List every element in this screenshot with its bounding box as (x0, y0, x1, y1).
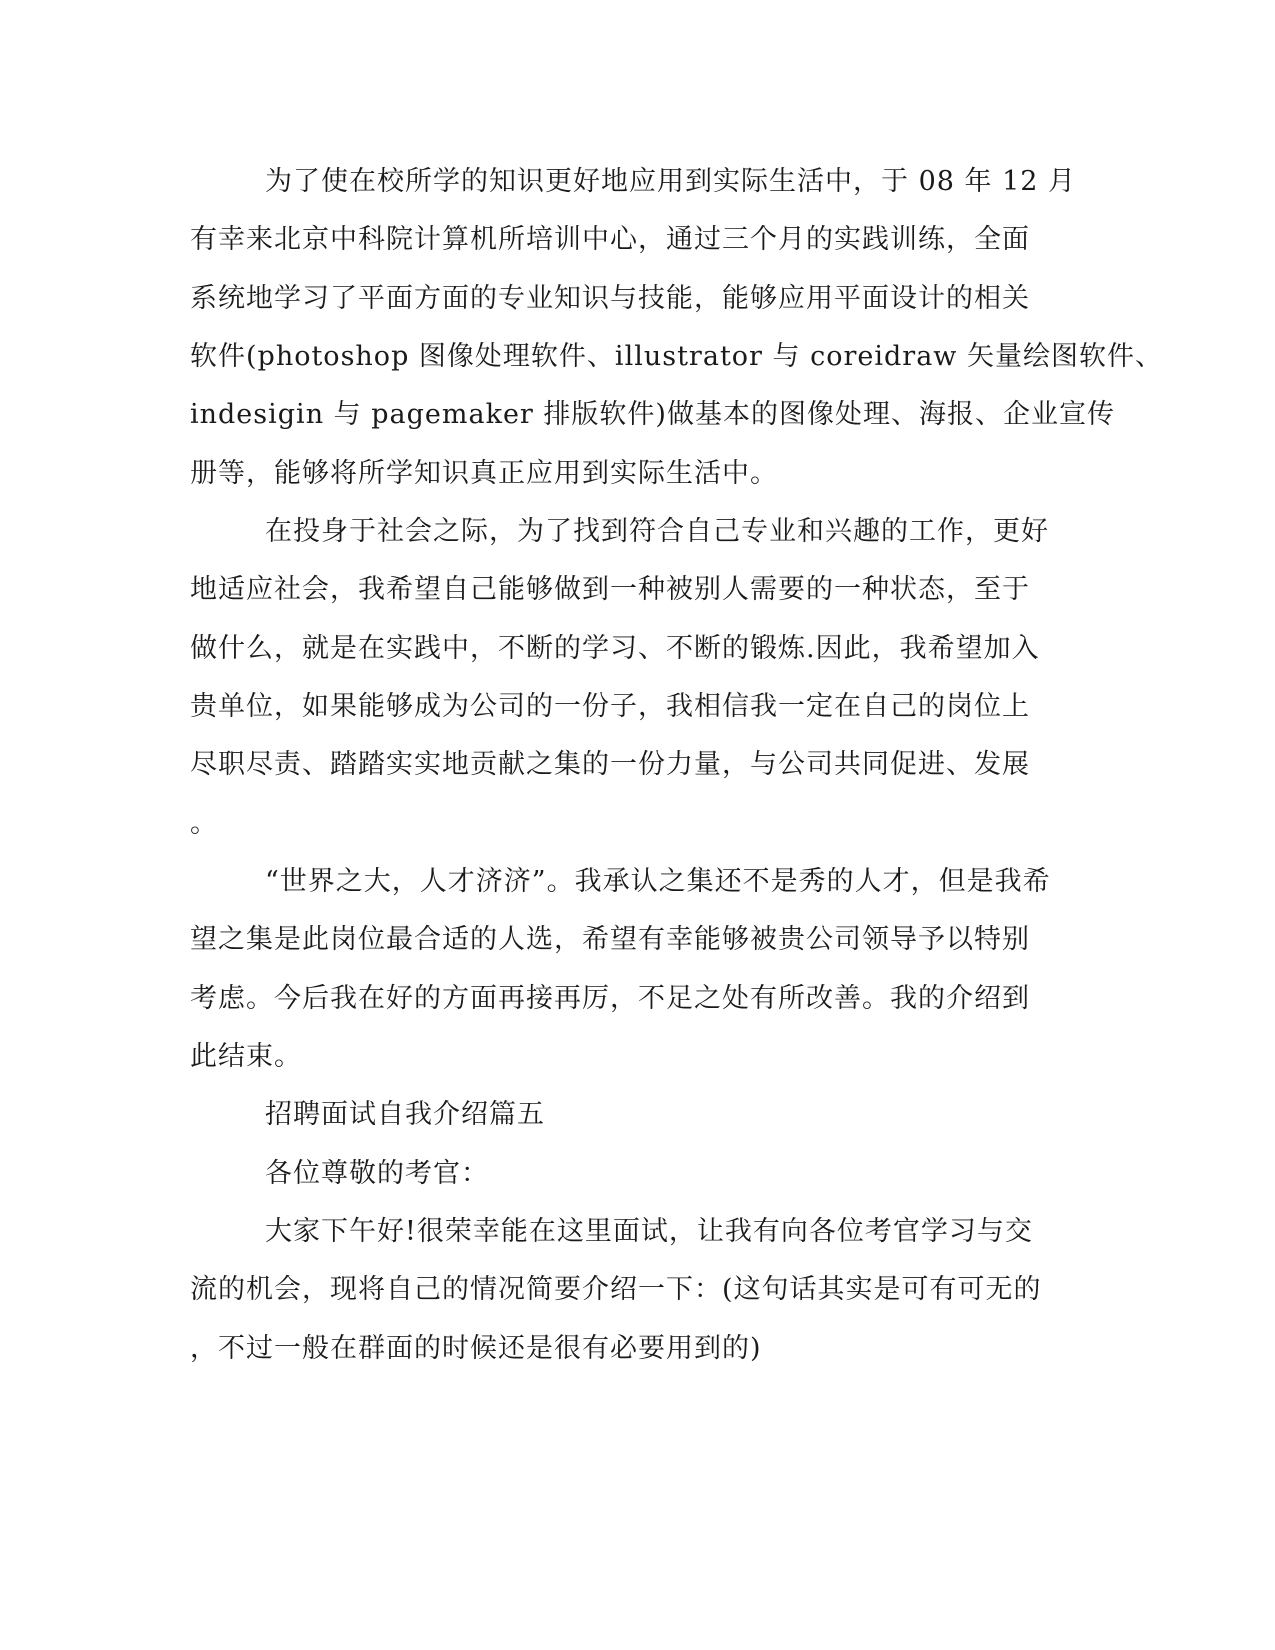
paragraph-4-line-2: 流的机会，现将自己的情况简要介绍一下：(这句话其实是可有可无的 (190, 1274, 1042, 1305)
salutation: 各位尊敬的考官： (265, 1158, 489, 1189)
paragraph-3-line-3: 考虑。今后我在好的方面再接再厉，不足之处有所改善。我的介绍到 (190, 983, 1030, 1014)
paragraph-3-line-2: 望之集是此岗位最合适的人选，希望有幸能够被贵公司领导予以特别 (190, 924, 1030, 955)
paragraph-1-line-6: 册等，能够将所学知识真正应用到实际生活中。 (190, 458, 778, 489)
paragraph-1-line-4: 软件(photoshop 图像处理软件、illustrator 与 coreidraw 矢量绘图软件、 (190, 341, 1163, 372)
paragraph-2-line-3: 做什么，就是在实践中，不断的学习、不断的锻炼.因此，我希望加入 (190, 633, 1040, 664)
paragraph-2-line-5: 尽职尽责、踏踏实实地贡献之集的一份力量，与公司共同促进、发展 (190, 749, 1030, 780)
paragraph-1-line-1: 为了使在校所学的知识更好地应用到实际生活中，于 08 年 12 月 (265, 166, 1077, 197)
paragraph-1-line-2: 有幸来北京中科院计算机所培训中心，通过三个月的实践训练，全面 (190, 224, 1030, 255)
paragraph-1-line-3: 系统地学习了平面方面的专业知识与技能，能够应用平面设计的相关 (190, 283, 1030, 314)
paragraph-2-line-6: 。 (190, 808, 218, 839)
paragraph-3-line-4: 此结束。 (190, 1041, 302, 1072)
paragraph-4-line-3: ，不过一般在群面的时候还是很有必要用到的) (190, 1333, 762, 1364)
paragraph-4-line-1: 大家下午好!很荣幸能在这里面试，让我有向各位考官学习与交 (265, 1216, 1033, 1247)
paragraph-2-line-4: 贵单位，如果能够成为公司的一份子，我相信我一定在自己的岗位上 (190, 691, 1030, 722)
paragraph-1-line-5: indesigin 与 pagemaker 排版软件)做基本的图像处理、海报、企业宣传 (190, 399, 1115, 430)
section-heading: 招聘面试自我介绍篇五 (265, 1099, 545, 1130)
paragraph-2-line-2: 地适应社会，我希望自己能够做到一种被别人需要的一种状态，至于 (190, 574, 1030, 605)
paragraph-2-line-1: 在投身于社会之际，为了找到符合自己专业和兴趣的工作，更好 (265, 516, 1049, 547)
paragraph-3-line-1: “世界之大，人才济济”。我承认之集还不是秀的人才，但是我希 (265, 866, 1051, 897)
